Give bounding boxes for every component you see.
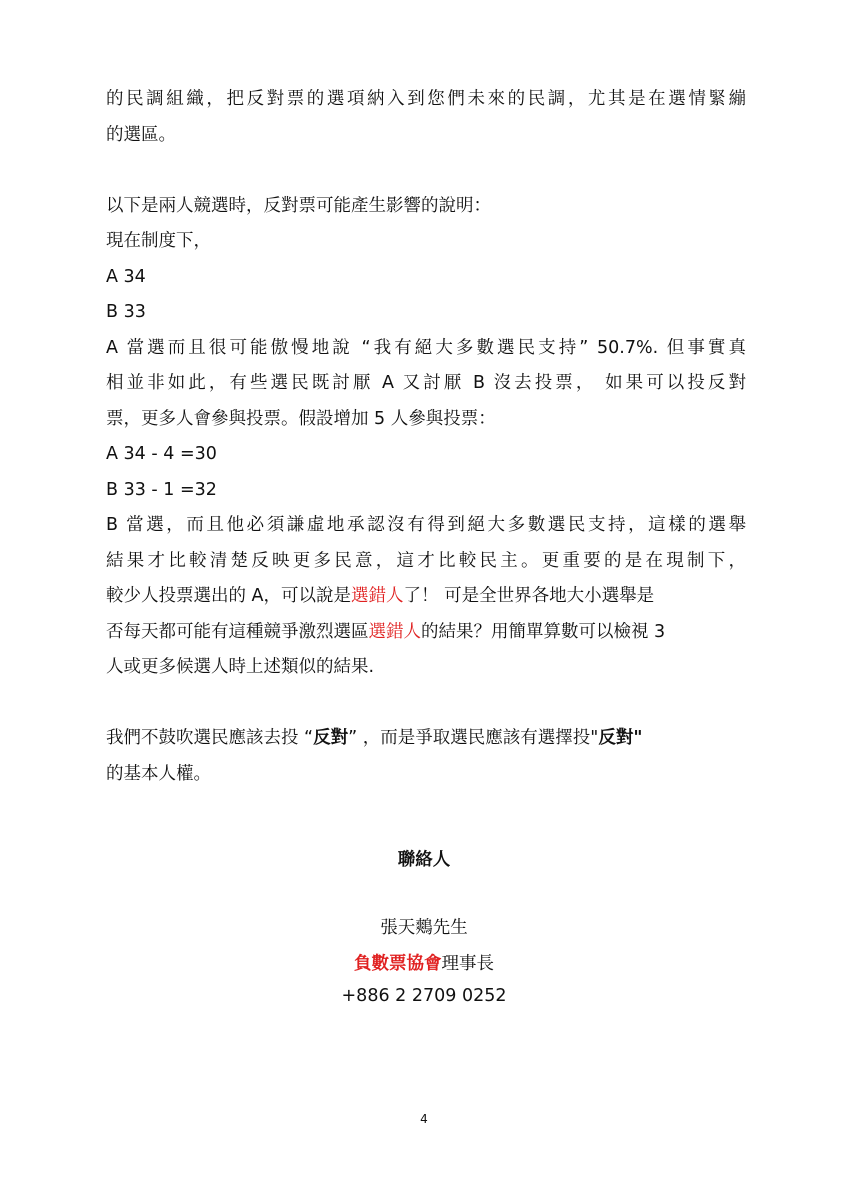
para2-a-calc: A 34 - 4 =30 (106, 444, 217, 464)
para2-line3: 票，更多人會參與投票。假設增加 5 人參與投票： (106, 408, 496, 429)
bold-oppose-1: 反對 (313, 728, 349, 748)
para2-line8: 人或更多候選人時上述類似的結果. (106, 657, 375, 677)
contact-org-line (0, 950, 848, 975)
para3-text-c: " (633, 728, 643, 748)
document-body (106, 82, 746, 792)
page-number: 4 (420, 1112, 428, 1126)
contact-name: 張天鷞先生 (380, 918, 468, 938)
para3-line1 (106, 721, 746, 757)
highlight-wrong-person-2: 選錯人 (368, 621, 421, 642)
para2-line6-text-a: 較少人投票選出的 A，可以說是 (106, 586, 352, 606)
org-role: 理事長 (441, 954, 494, 974)
para1-line1: 的民調組織，把反對票的選項納入到您們未來的民調，尤其是在選情緊繃 (106, 89, 746, 109)
para1-line2: 的選區。 (106, 124, 176, 145)
para2-line6-text-b: 了！ 可是全世界各地大小選舉是 (403, 586, 655, 606)
highlight-wrong-person: 選錯人 (351, 586, 404, 606)
para3-text-a: 我們不鼓吹選民應該去投 “ (106, 728, 314, 748)
para2-line7-text-a: 否每天都可能有這種競爭激烈選區 (106, 621, 369, 642)
para2-line7 (106, 615, 746, 651)
para2-now: 現在制度下， (106, 231, 211, 251)
org-name: 負數票協會 (354, 954, 442, 974)
para2-intro: 以下是兩人競選時，反對票可能產生影響的說明： (106, 195, 491, 216)
para2-line1: A 當選而且很可能傲慢地說 “我有絕大多數選民支持” 50.7%. 但事實真 (106, 337, 746, 358)
contact-heading: 聯絡人 (397, 850, 451, 870)
para2-line2: 相並非如此，有些選民既討厭 A 又討厭 B 沒去投票， 如果可以投反對 (106, 373, 746, 393)
para2-line6 (106, 579, 746, 615)
para2-b-count: B 33 (106, 302, 146, 322)
contact-phone: +886 2 2709 0252 (341, 986, 507, 1006)
para2-b-calc: B 33 - 1 =32 (106, 479, 217, 500)
para2-a-count: A 34 (106, 266, 146, 287)
para3-line2: 的基本人權。 (106, 763, 211, 784)
bold-oppose-2: 反對 (598, 728, 634, 748)
para3-text-b: ” ，而是爭取選民應該有選擇投" (348, 728, 599, 748)
para2-line5: 結果才比較清楚反映更多民意，這才比較民主。更重要的是在現制下， (106, 550, 746, 571)
para2-line7-text-b: 的結果？用簡單算數可以檢視 3 (421, 621, 666, 642)
para2-line4: B 當選，而且他必須謙虛地承認沒有得到絕大多數選民支持，這樣的選舉 (106, 515, 746, 535)
